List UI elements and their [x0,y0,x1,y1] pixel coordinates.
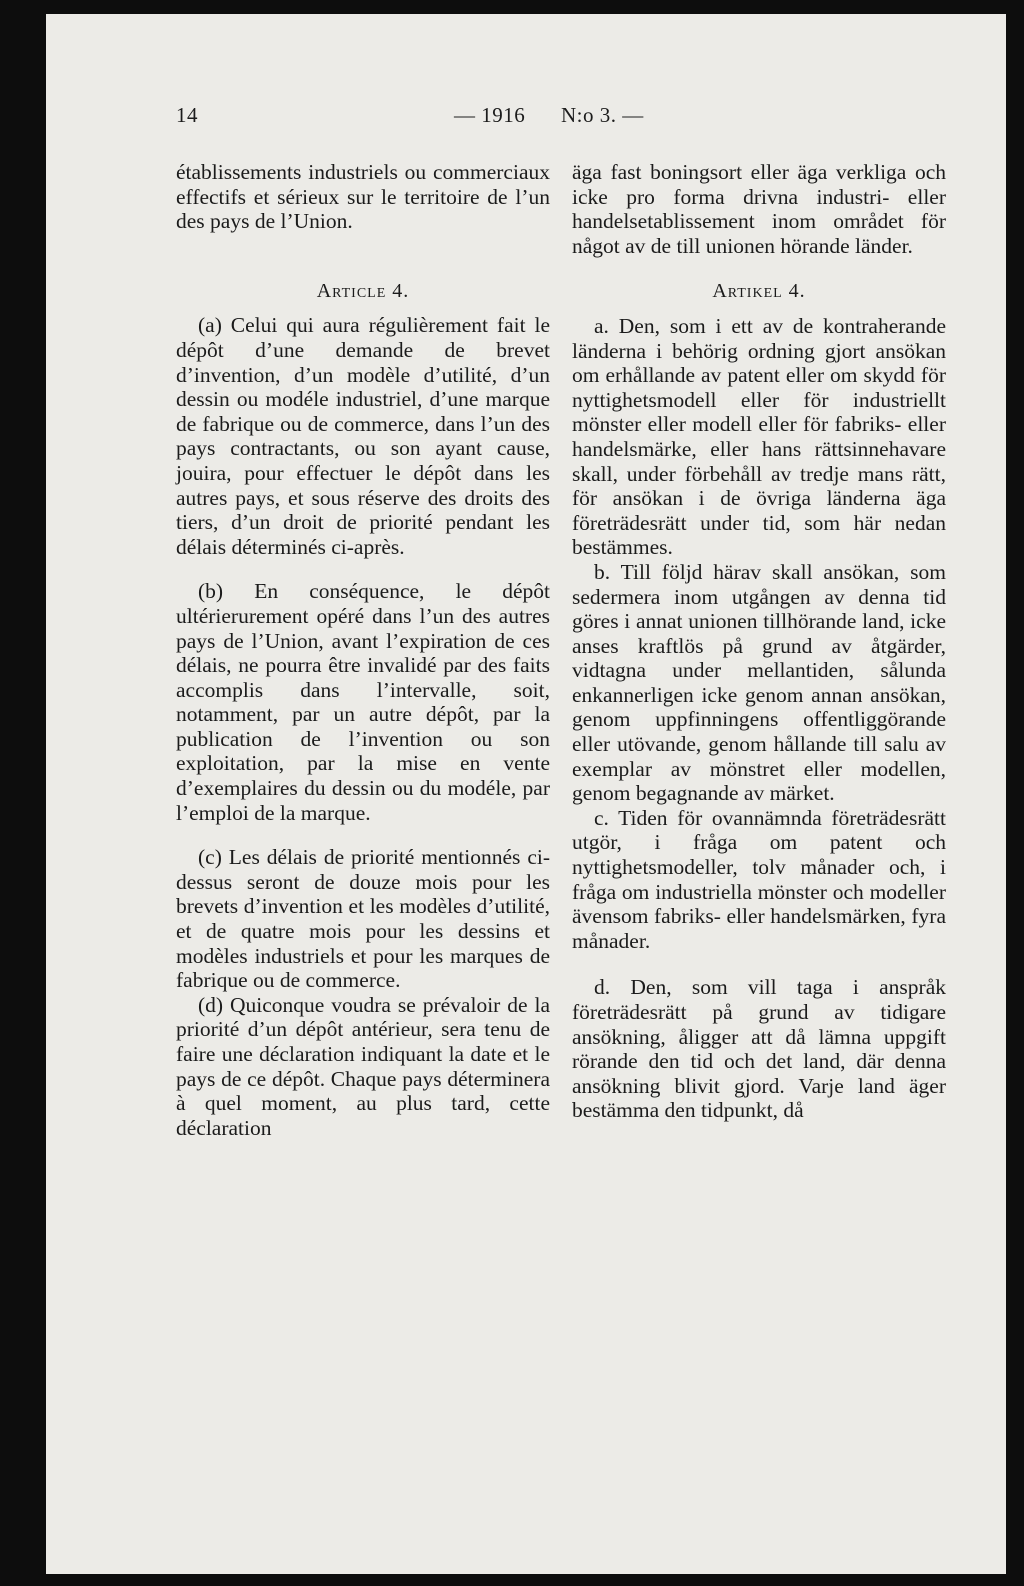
page-number: 14 [176,103,198,127]
swedish-para-d: d. Den, som vill taga i anspråk företrädesrätt på grund av tidigare ansökning, åligger att då lämna uppgift rörande den tid och det land, där denna ansökning blivit gjord. Varje land äger bestämma den tidpunkt, då [572,975,946,1123]
swedish-article-heading: Artikel 4. [712,280,806,303]
french-para-b: (b) En conséquence, le dépôt ultérierurement opéré dans l’un des autres pays de l’Union, avant l’expiration de ces délais, ne pourra être invalidé par des faits accomplis dans l’intervalle, soit, notamment, par un autre dépôt, par la publication de l’invention ou son exploitation, par la mise en vente d’exemplaires du dessin ou du modéle, par l’emploi de la marque. [176,579,550,825]
french-para-a: (a) Celui qui aura régulièrement fait le dépôt d’une demande de brevet d’invention, d’un modèle d’utilité, d’un dessin ou modéle industriel, d’une marque de fabrique ou de commerce, dans l’un des pays contractants, ou son ayant cause, jouira, pour effectuer le dépôt dans les autres pays, et sous réserve des droits des tiers, d’un droit de priorité pendant les délais déterminés ci-après. [176,313,550,559]
french-para-c: (c) Les délais de priorité mentionnés ci-dessus seront de douze mois pour les brevets d’invention et les modèles d’utilité, et de quatre mois pour les dessins et modèles industriels et pour les marques de fabrique ou de commerce. [176,845,550,993]
swedish-para-a: a. Den, som i ett av de kontraherande länderna i behörig ordning gjort ansökan om erhållande av patent eller om skydd för nyttighetsmodell eller för industriellt mönster eller modell eller för fabriks- eller handelsmärke, eller hans rättsinnehavare skall, under förbehåll av tredje mans rätt, för ansökan i de övriga länderna äga företrädesrätt under tid, som här nedan bestämmes. [572,313,946,560]
french-article-heading: Article 4. [316,279,410,302]
french-intro: établissements industriels ou commerciaux effectifs et sérieux sur le territoire de l’un des pays de l’Union. [176,160,550,234]
french-column [176,160,550,1140]
swedish-column [572,160,946,1123]
french-para-d: (d) Quiconque voudra se prévaloir de la priorité d’un dépôt antérieur, sera tenu de faire une déclaration indiquant la date et le pays de ce dépôt. Chaque pays déterminera à quel moment, au plus tard, cette déclaration [176,992,550,1140]
header-year: — 1916 [454,103,526,127]
swedish-para-b: b. Till följd härav skall ansökan, som sedermera inom utgången av denna tid göres i annat unionen tillhörande land, icke anses kraftlös på grund av åtgärder, vidtagna under mellantiden, sålunda enkannerligen icke genom annan ansökan, genom uppfinningens offentliggörande eller utövande, genom hållande till salu av exemplar av mönstret eller modellen, genom begagnande av märket. [572,559,946,806]
swedish-para-c: c. Tiden för ovannämnda företrädesrätt utgör, i fråga om patent och nyttighetsmodeller, tolv månader och, i fråga om industriella mönster och modeller ävensom fabriks- eller handelsmärken, fyra månader. [572,805,946,953]
swedish-intro: äga fast boningsort eller äga verkliga och icke pro forma drivna industri- eller handelsetablissement inom området för något av de till unionen hörande länder. [572,160,946,258]
header-issue: N:o 3. — [561,103,644,127]
